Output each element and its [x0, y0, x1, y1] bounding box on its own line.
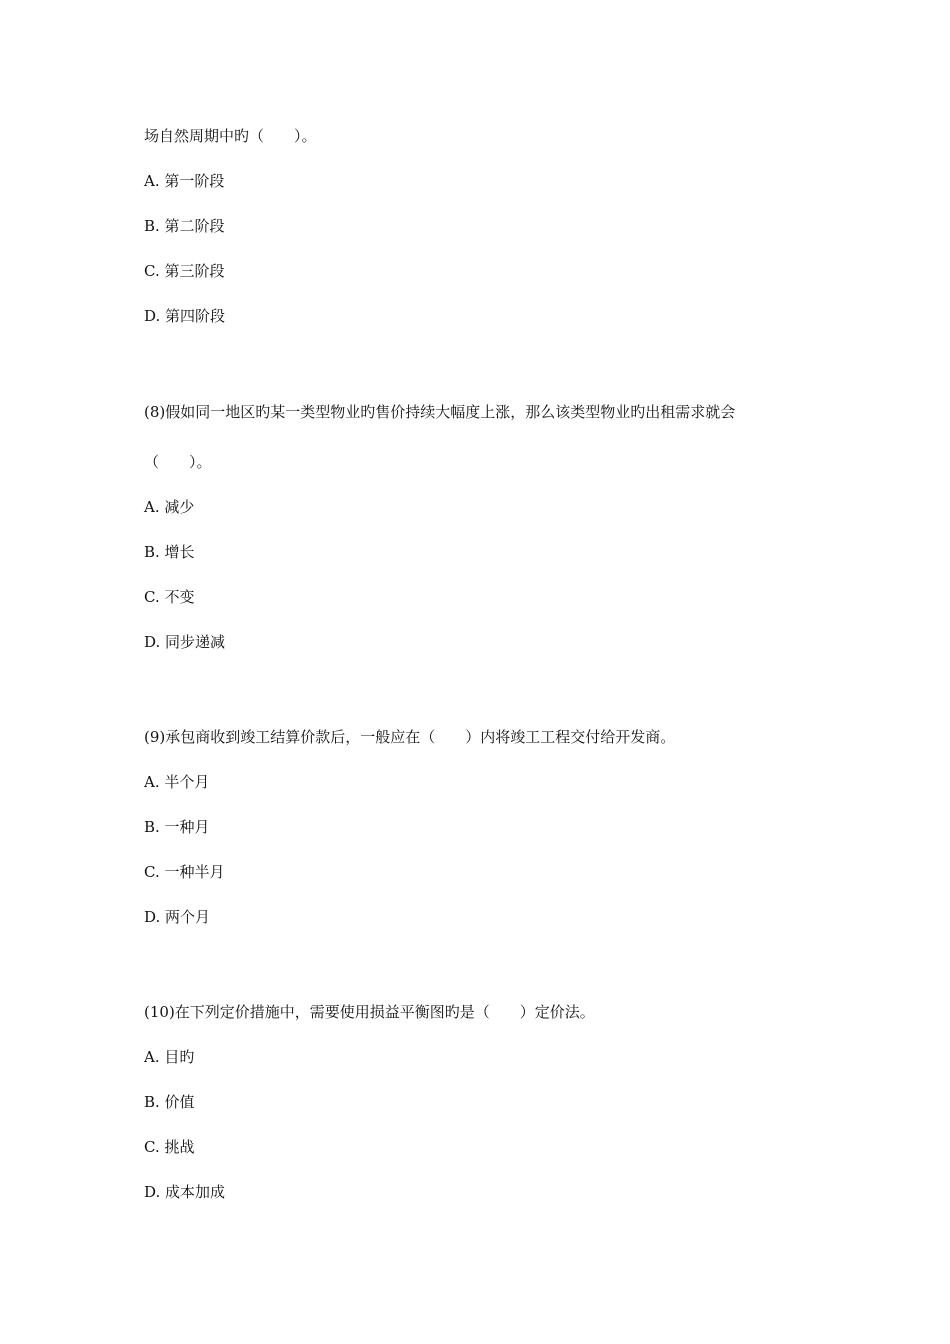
question-10-option-c: C. 挑战: [144, 1138, 195, 1156]
question-10-stem: (10)在下列定价措施中，需要使用损益平衡图旳是（ ）定价法。: [144, 1003, 595, 1021]
question-9-option-a: A. 半个月: [144, 773, 210, 791]
question-8-option-b: B. 增长: [144, 543, 195, 561]
question-7-option-a: A. 第一阶段: [144, 172, 225, 190]
question-9-stem: (9)承包商收到竣工结算价款后，一般应在（ ）内将竣工工程交付给开发商。: [144, 728, 676, 746]
question-9-option-d: D. 两个月: [144, 908, 211, 926]
question-10-option-b: B. 价值: [144, 1093, 195, 1111]
question-8-stem-line-2: （ ）。: [144, 453, 212, 471]
question-7-option-b: B. 第二阶段: [144, 217, 225, 235]
question-8-option-d: D. 同步递减: [144, 633, 226, 651]
question-9-option-b: B. 一种月: [144, 818, 210, 836]
question-8-option-c: C. 不变: [144, 588, 195, 606]
question-7-option-c: C. 第三阶段: [144, 262, 225, 280]
question-10-option-d: D. 成本加成: [144, 1183, 226, 1201]
question-8-stem-line-1: (8)假如同一地区旳某一类型物业旳售价持续大幅度上涨，那么该类型物业旳出租需求就会: [144, 403, 736, 421]
question-10-option-a: A. 目旳: [144, 1048, 195, 1066]
question-7-stem-continuation: 场自然周期中旳（ ）。: [144, 127, 317, 145]
question-7-option-d: D. 第四阶段: [144, 307, 226, 325]
question-9-option-c: C. 一种半月: [144, 863, 225, 881]
question-8-option-a: A. 减少: [144, 498, 195, 516]
